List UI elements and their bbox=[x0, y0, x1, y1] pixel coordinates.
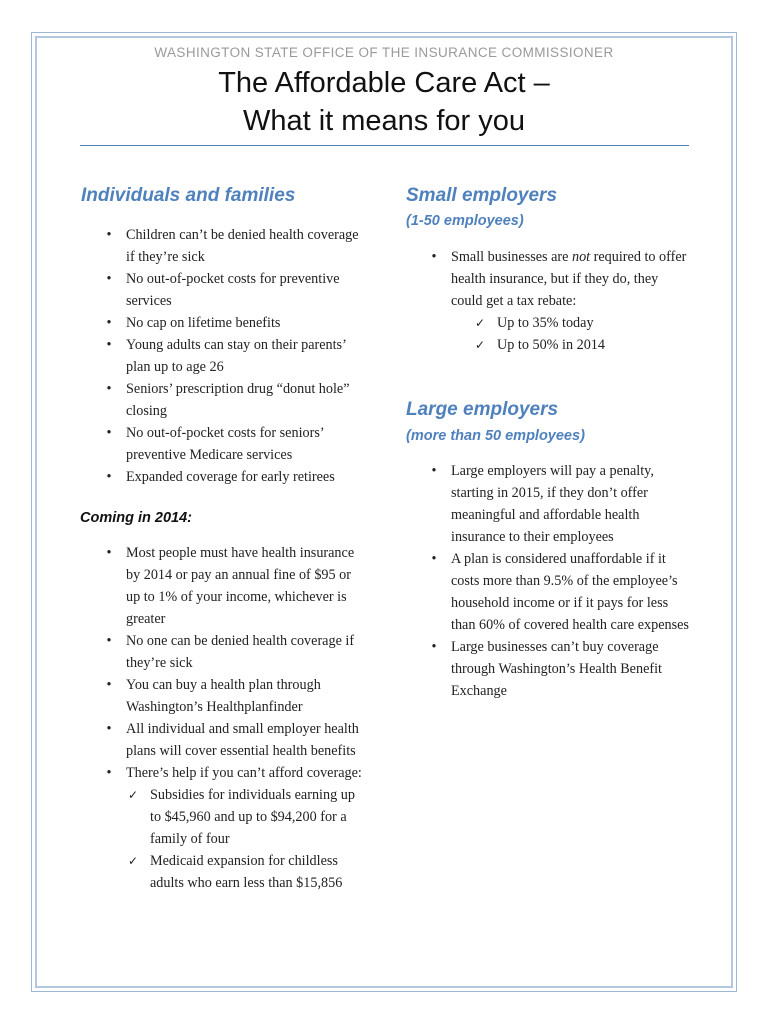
list-item: • No out-of-pocket costs for seniors’ preventive Medicare services bbox=[102, 422, 364, 466]
bullet-icon: • bbox=[106, 227, 112, 243]
small-employers-subheading: (1-50 employees) bbox=[406, 213, 524, 229]
list-item: • Large businesses can’t buy coverage through Washington’s Health Benefit Exchange bbox=[427, 636, 689, 702]
large-employers-heading: Large employers bbox=[406, 399, 559, 420]
bullet-icon: • bbox=[431, 551, 437, 567]
list-item: • Large employers will pay a penalty, starting in 2015, if they don’t offer meaningful and affordable health insurance to their employees bbox=[427, 460, 689, 548]
title-divider bbox=[80, 145, 689, 146]
large-employers-list bbox=[427, 460, 689, 702]
list-item: • No out-of-pocket costs for preventive services bbox=[102, 268, 364, 312]
bullet-icon: • bbox=[106, 469, 112, 485]
checkmark-icon: ✓ bbox=[128, 854, 139, 868]
bullet-icon: • bbox=[106, 545, 112, 561]
bullet-icon: • bbox=[431, 463, 437, 479]
bullet-icon: • bbox=[106, 337, 112, 353]
organization-name: WASHINGTON STATE OFFICE OF THE INSURANCE COMMISSIONER bbox=[154, 45, 614, 60]
list-item: ✓ Subsidies for individuals earning up to $45,960 and up to $94,200 for a family of four bbox=[126, 784, 364, 850]
large-employers-subheading: (more than 50 employees) bbox=[406, 428, 585, 444]
small-employers-heading: Small employers bbox=[406, 185, 558, 206]
tax-rebate-sublist bbox=[451, 312, 689, 356]
bullet-icon: • bbox=[106, 677, 112, 693]
list-item: • Children can’t be denied health coverage if they’re sick bbox=[102, 224, 364, 268]
coming-2014-list bbox=[102, 542, 364, 894]
bullet-icon: • bbox=[106, 633, 112, 649]
page-title bbox=[0, 64, 768, 140]
checkmark-icon: ✓ bbox=[475, 338, 486, 352]
list-item: • All individual and small employer health plans will cover essential health benefits bbox=[102, 718, 364, 762]
individuals-list bbox=[102, 224, 364, 488]
list-item: • No cap on lifetime benefits bbox=[102, 312, 364, 334]
list-item: ✓ Up to 35% today bbox=[473, 312, 689, 334]
list-item: ✓ Medicaid expansion for childless adults who earn less than $15,856 bbox=[126, 850, 364, 894]
title-line-1: The Affordable Care Act – bbox=[218, 67, 550, 99]
bullet-icon: • bbox=[106, 315, 112, 331]
bullet-icon: • bbox=[106, 271, 112, 287]
help-sublist bbox=[126, 784, 364, 894]
list-item: • You can buy a health plan through Washington’s Healthplanfinder bbox=[102, 674, 364, 718]
bullet-icon: • bbox=[106, 765, 112, 781]
list-item: • There’s help if you can’t afford coverage: ✓ Subsidies for individuals earning up to $45,960 and up to $94,200 for a family of four ✓ Medicaid expansion for childless adults who earn less than $15,856 bbox=[102, 762, 364, 894]
title-line-2: What it means for you bbox=[242, 105, 526, 137]
bullet-icon: • bbox=[431, 249, 437, 265]
checkmark-icon: ✓ bbox=[475, 316, 486, 330]
list-item: • No one can be denied health coverage if they’re sick bbox=[102, 630, 364, 674]
list-item: • Most people must have health insurance by 2014 or pay an annual fine of $95 or up to 1% of your income, whichever is greater bbox=[102, 542, 364, 630]
list-item: ✓ Up to 50% in 2014 bbox=[473, 334, 689, 356]
list-item: • Seniors’ prescription drug “donut hole” closing bbox=[102, 378, 364, 422]
list-item: • Expanded coverage for early retirees bbox=[102, 466, 364, 488]
coming-2014-heading: Coming in 2014: bbox=[80, 510, 192, 526]
individuals-heading: Individuals and families bbox=[81, 185, 296, 206]
bullet-icon: • bbox=[106, 721, 112, 737]
list-item: • Small businesses are not required to offer health insurance, but if they do, they could get a tax rebate: ✓ Up to 35% today ✓ Up to 50% in 2014 bbox=[427, 246, 689, 356]
bullet-icon: • bbox=[431, 639, 437, 655]
small-employers-list bbox=[427, 246, 689, 356]
checkmark-icon: ✓ bbox=[128, 788, 139, 802]
bullet-icon: • bbox=[106, 425, 112, 441]
list-item: • Young adults can stay on their parents’ plan up to age 26 bbox=[102, 334, 364, 378]
list-item: • A plan is considered unaffordable if it costs more than 9.5% of the employee’s household income or if it pays for less than 60% of covered health care expenses bbox=[427, 548, 689, 636]
bullet-icon: • bbox=[106, 381, 112, 397]
